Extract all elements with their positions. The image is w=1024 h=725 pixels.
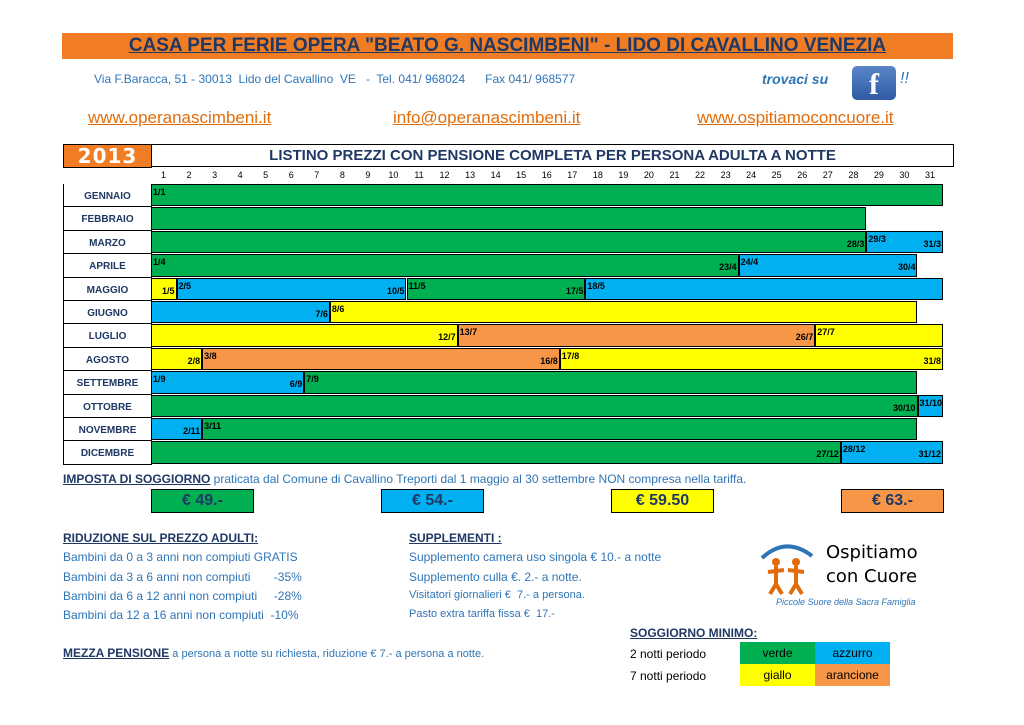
period-end-date: 6/9 <box>289 379 303 390</box>
supplements-heading: SUPPLEMENTI : <box>409 531 502 545</box>
day-number: 14 <box>490 170 501 180</box>
day-number: 2 <box>186 170 192 180</box>
day-number: 6 <box>288 170 294 180</box>
period-end-date: 31/12 <box>918 449 942 460</box>
day-number: 19 <box>618 170 629 180</box>
day-number: 29 <box>873 170 884 180</box>
min-stay-label: 7 notti periodo <box>630 669 707 683</box>
month-label: OTTOBRE <box>63 395 152 418</box>
period-segment-green <box>151 254 739 276</box>
half-board-text: a persona a notte su richiesta, riduzione € 7.- a persona a notte. <box>169 648 485 660</box>
period-end-date: 7/6 <box>315 309 328 319</box>
period-segment-blue <box>918 395 944 417</box>
supplement-row: Supplemento culla €. 2.- a notte. <box>409 570 582 584</box>
half-board-label: MEZZA PENSIONE <box>63 646 170 660</box>
period-start-date: 31/10 <box>919 397 943 408</box>
day-number: 1 <box>160 170 166 180</box>
month-label: GIUGNO <box>63 301 152 324</box>
min-stay-color-arancione: arancione <box>815 664 890 686</box>
day-number: 4 <box>237 170 243 180</box>
exclamation-text: !! <box>900 70 909 87</box>
month-label: APRILE <box>63 254 152 277</box>
tax-text: praticata dal Comune di Cavallino Treporti dal 1 maggio al 30 settembre NON compresa nella tariffa. <box>210 472 747 486</box>
period-start-date: 18/5 <box>587 280 605 291</box>
period-segment-blue <box>866 231 943 253</box>
period-segment-blue <box>151 371 304 393</box>
period-start-date: 11/5 <box>408 280 426 291</box>
logo-emblem-icon <box>756 536 816 596</box>
price-list-heading: LISTINO PREZZI CON PENSIONE COMPLETA PER PERSONA ADULTA A NOTTE <box>151 144 954 167</box>
period-end-date: 26/7 <box>795 332 814 343</box>
period-segment-blue <box>739 254 918 276</box>
period-segment-blue <box>177 278 407 300</box>
period-segment-yellow <box>151 348 202 370</box>
period-segment-orange <box>458 324 816 346</box>
period-segment-blue <box>151 418 202 440</box>
day-number: 11 <box>414 170 424 180</box>
period-end-date: 31/8 <box>923 355 942 366</box>
day-number: 22 <box>695 170 706 180</box>
price-yellow: € 59.50 <box>611 489 714 513</box>
month-label: LUGLIO <box>63 324 152 347</box>
day-number: 18 <box>592 170 603 180</box>
day-number: 16 <box>541 170 552 180</box>
period-segment-green <box>151 441 841 463</box>
day-number: 28 <box>848 170 859 180</box>
period-end-date: 30/4 <box>897 262 916 273</box>
period-segment-yellow <box>330 301 918 323</box>
ospitiamo-con-cuore-logo <box>756 536 956 614</box>
day-number: 3 <box>212 170 218 180</box>
period-end-date: 1/5 <box>162 285 175 296</box>
day-number: 7 <box>314 170 320 180</box>
reduction-row: Bambini da 12 a 16 anni non compiuti -10% <box>63 608 299 622</box>
period-segment-green <box>151 395 918 417</box>
period-segment-yellow <box>151 324 458 346</box>
period-segment-green <box>407 278 586 300</box>
period-segment-blue <box>151 301 330 323</box>
period-segment-blue <box>585 278 943 300</box>
find-us-label: trovaci su <box>762 71 829 87</box>
day-number: 21 <box>669 170 680 180</box>
period-start-date: 2/5 <box>178 280 192 291</box>
period-end-date: 16/8 <box>540 355 558 366</box>
period-start-date: 13/7 <box>459 327 478 338</box>
period-start-date: 1/4 <box>153 257 166 268</box>
period-end-date: 2/8 <box>187 355 201 366</box>
month-label: MARZO <box>63 231 152 254</box>
period-end-date: 23/4 <box>719 262 737 273</box>
period-segment-yellow <box>815 324 943 346</box>
day-number: 15 <box>516 170 527 180</box>
day-number: 23 <box>720 170 731 180</box>
period-end-date: 2/11 <box>183 426 201 436</box>
period-start-date: 3/8 <box>204 350 217 361</box>
min-stay-color-azzurro: azzurro <box>815 642 890 664</box>
month-label: MAGGIO <box>63 278 152 301</box>
min-stay-heading: SOGGIORNO MINIMO: <box>630 626 758 640</box>
month-label: GENNAIO <box>63 184 152 207</box>
period-segment-green <box>304 371 917 393</box>
day-number: 9 <box>365 170 371 180</box>
period-start-date: 27/7 <box>817 327 835 338</box>
half-board-note <box>63 646 484 660</box>
day-number: 5 <box>263 170 269 180</box>
month-label: NOVEMBRE <box>63 418 152 441</box>
period-segment-green <box>151 184 943 206</box>
period-segment-yellow <box>151 278 177 300</box>
month-label: AGOSTO <box>63 348 152 371</box>
period-segment-green <box>202 418 917 440</box>
tax-note <box>63 472 746 486</box>
day-number: 24 <box>746 170 757 180</box>
price-green: € 49.- <box>151 489 254 513</box>
day-number: 30 <box>899 170 910 180</box>
month-label: DICEMBRE <box>63 441 152 464</box>
day-number: 20 <box>643 170 654 180</box>
day-number: 12 <box>439 170 450 180</box>
period-segment-orange <box>202 348 560 370</box>
address-line: Via F.Baracca, 51 - 30013 Lido del Cavallino VE - Tel. 041/ 968024 Fax 041/ 968577 <box>94 72 576 86</box>
website-link-ospitiamoconcuore[interactable]: www.ospitiamoconcuore.it <box>697 108 894 127</box>
day-number: 26 <box>797 170 808 180</box>
period-segment-green <box>151 207 866 229</box>
period-segment-green <box>151 231 866 253</box>
min-stay-color-verde: verde <box>740 642 815 664</box>
period-start-date: 24/4 <box>740 257 759 268</box>
period-start-date: 28/12 <box>842 444 866 455</box>
period-segment-blue <box>841 441 943 463</box>
price-orange: € 63.- <box>841 489 944 513</box>
period-start-date: 29/3 <box>868 233 886 244</box>
period-end-date: 12/7 <box>438 332 456 343</box>
month-label: FEBBRAIO <box>63 207 152 230</box>
period-end-date: 30/10 <box>892 402 916 413</box>
reduction-row: Bambini da 0 a 3 anni non compiuti GRATIS <box>63 550 298 564</box>
page-title: CASA PER FERIE OPERA "BEATO G. NASCIMBENI" - LIDO DI CAVALLINO VENEZIA <box>62 33 953 59</box>
reduction-row: Bambini da 3 a 6 anni non compiuti -35% <box>63 570 302 584</box>
logo-text-3: Piccole Suore della Sacra Famiglia <box>776 597 916 607</box>
day-number: 27 <box>822 170 833 180</box>
logo-text-1: Ospitiamo <box>826 542 918 563</box>
supplement-row: Pasto extra tariffa fissa € 17.- <box>409 608 555 620</box>
year-label: 2013 <box>63 144 152 168</box>
day-number: 10 <box>388 170 399 180</box>
period-start-date: 8/6 <box>331 304 345 314</box>
reductions-heading: RIDUZIONE SUL PREZZO ADULTI: <box>63 531 259 545</box>
period-end-date: 27/12 <box>816 449 839 460</box>
min-stay-color-giallo: giallo <box>740 664 815 686</box>
period-start-date: 1/9 <box>153 374 166 385</box>
period-segment-yellow <box>560 348 943 370</box>
day-number: 25 <box>771 170 782 180</box>
period-start-date: 3/11 <box>204 421 222 431</box>
min-stay-label: 2 notti periodo <box>630 647 707 661</box>
day-number: 17 <box>567 170 578 180</box>
day-number: 13 <box>465 170 476 180</box>
period-start-date: 1/1 <box>153 187 166 197</box>
supplement-row: Visitatori giornalieri € 7.- a persona. <box>409 589 585 601</box>
facebook-icon[interactable]: f <box>852 66 896 100</box>
tax-label: IMPOSTA DI SOGGIORNO <box>63 472 211 486</box>
website-link-operanascimbeni[interactable]: www.operanascimbeni.it <box>88 108 272 127</box>
period-start-date: 17/8 <box>561 350 580 361</box>
period-end-date: 31/3 <box>923 238 942 249</box>
price-blue: € 54.- <box>381 489 484 513</box>
period-start-date: 7/9 <box>306 374 319 385</box>
supplement-row: Supplemento camera uso singola € 10.- a notte <box>409 550 662 564</box>
day-number: 8 <box>339 170 345 180</box>
period-end-date: 17/5 <box>565 285 584 296</box>
period-end-date: 10/5 <box>386 285 405 296</box>
month-label: SETTEMBRE <box>63 371 152 394</box>
day-number: 31 <box>924 170 935 180</box>
reduction-row: Bambini da 6 a 12 anni non compiuti -28% <box>63 589 302 603</box>
logo-text-2: con Cuore <box>826 566 918 587</box>
period-end-date: 28/3 <box>846 238 865 249</box>
email-link[interactable]: info@operanascimbeni.it <box>393 108 581 127</box>
